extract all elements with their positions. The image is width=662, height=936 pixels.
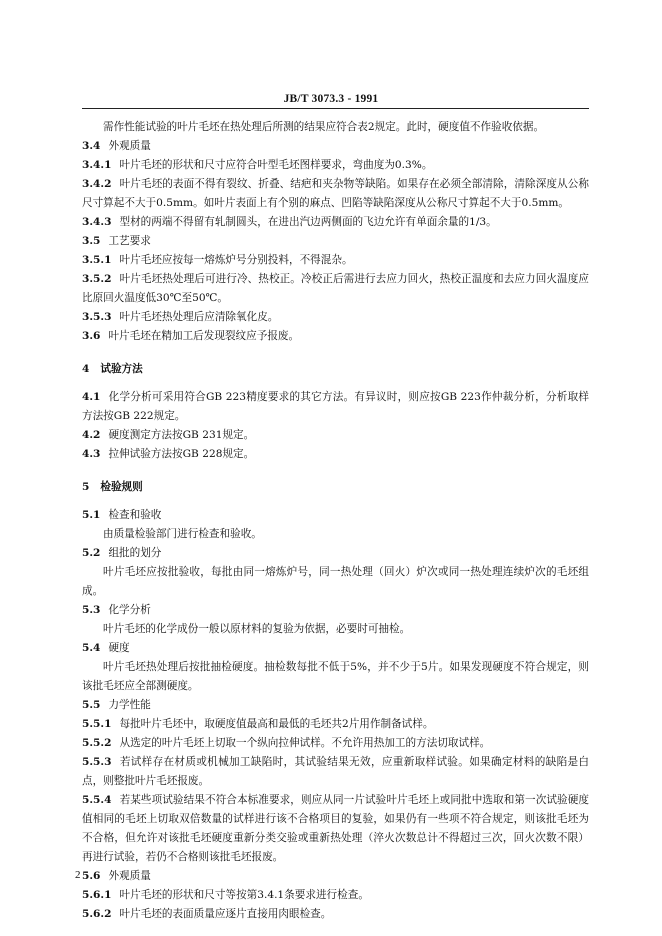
subsection-heading: 5.3 化学分析 — [82, 604, 151, 616]
clause: 3.4.2 叶片毛坯的表面不得有裂纹、折叠、结疤和夹杂物等缺陷。如果存在必须全部清除，清除深度从公称尺寸算起不大于0.5mm。如叶片表面上有个别的麻点、凹陷等缺陷深度从公称尺寸算起不大于0.5mm。 — [82, 178, 589, 209]
clause: 4.3 拉伸试验方法按GB 228规定。 — [82, 448, 255, 460]
clause: 4.2 硬度测定方法按GB 231规定。 — [82, 429, 255, 441]
paragraph: 需作性能试验的叶片毛坯在热处理后所测的结果应符合表2规定。此时，硬度值不作验收依据。 — [103, 121, 545, 133]
subsection-heading: 5.2 组批的划分 — [82, 547, 162, 559]
paragraph: 由质量检验部门进行检查和验收。 — [103, 528, 262, 540]
clause: 4.1 化学分析可采用符合GB 223精度要求的其它方法。有异议时，则应按GB 223作仲裁分析，分析取样方法按GB 222规定。 — [82, 391, 589, 422]
clause: 5.6.2 叶片毛坯的表面质量应逐片直接用肉眼检查。 — [82, 908, 332, 920]
clause: 5.6.1 叶片毛坯的形状和尺寸等按第3.4.1条要求进行检查。 — [82, 889, 369, 901]
clause: 5.5.2 从选定的叶片毛坯上切取一个纵向拉伸试样。不允许用热加工的方法切取试样。 — [82, 737, 491, 749]
paragraph: 叶片毛坯应按批验收，每批由同一熔炼炉号，同一热处理（回火）炉次或同一热处理连续炉次的毛坯组成。 — [82, 566, 589, 597]
clause: 3.5.1 叶片毛坯应按每一熔炼炉号分别投料，不得混杂。 — [82, 254, 353, 266]
header-rule — [82, 108, 589, 109]
subsection-heading: 3.4 外观质量 — [82, 140, 151, 152]
clause: 3.4.1 叶片毛坯的形状和尺寸应符合叶型毛坯图样要求，弯曲度为0.3%。 — [82, 159, 433, 171]
clause: 5.5.4 若某些项试验结果不符合本标准要求，则应从同一片试验叶片毛坯上或同批中选取和第一次试验硬度值相同的毛坯上切取双倍数量的试样进行该不合格项目的复验，如果仍有一些项不符合规定，则该批毛坯为不合格，但允许对该批毛坯硬度重新分类交验或重新热处理（淬火次数总计不得超过三次，回火次数不限）再进行试验，若仍不合格则该批毛坯报废。 — [82, 794, 589, 863]
section-heading: 5 检验规则 — [82, 481, 143, 493]
subsection-heading: 5.4 硬度 — [82, 642, 130, 654]
standard-code-header: JB/T 3073.3 - 1991 — [283, 93, 379, 105]
clause: 3.6 叶片毛坯在精加工后发现裂纹应予报废。 — [82, 330, 300, 342]
subsection-heading: 5.5 力学性能 — [82, 699, 151, 711]
subsection-heading: 3.5 工艺要求 — [82, 235, 151, 247]
paragraph: 叶片毛坯热处理后按批抽检硬度。抽检数每批不低于5%，并不少于5片。如果发现硬度不符合规定，则该批毛坯应全部测硬度。 — [82, 661, 589, 692]
clause: 3.4.3 型材的两端不得留有轧制圆头，在进出汽边两侧面的飞边允许有单面余量的1/3。 — [82, 216, 497, 228]
paragraph: 叶片毛坯的化学成份一般以原材料的复验为依据，必要时可抽检。 — [103, 623, 411, 635]
document-body — [82, 118, 589, 924]
clause: 3.5.3 叶片毛坯热处理后应清除氧化皮。 — [82, 311, 279, 323]
section-heading: 4 试验方法 — [82, 363, 143, 375]
clause: 3.5.2 叶片毛坯热处理后可进行冷、热校正。冷校正后需进行去应力回火，热校正温度和去应力回火温度应比原回火温度低30℃至50℃。 — [82, 273, 589, 304]
page-number: 2 — [75, 869, 81, 881]
subsection-heading: 5.6 外观质量 — [82, 870, 151, 882]
clause: 5.5.3 若试样存在材质或机械加工缺陷时，其试验结果无效，应重新取样试验。如果确定材料的缺陷是白点，则整批叶片毛坯报废。 — [82, 756, 589, 787]
clause: 5.5.1 每批叶片毛坯中，取硬度值最高和最低的毛坯共2片用作制备试样。 — [82, 718, 434, 730]
subsection-heading: 5.1 检查和验收 — [82, 509, 162, 521]
